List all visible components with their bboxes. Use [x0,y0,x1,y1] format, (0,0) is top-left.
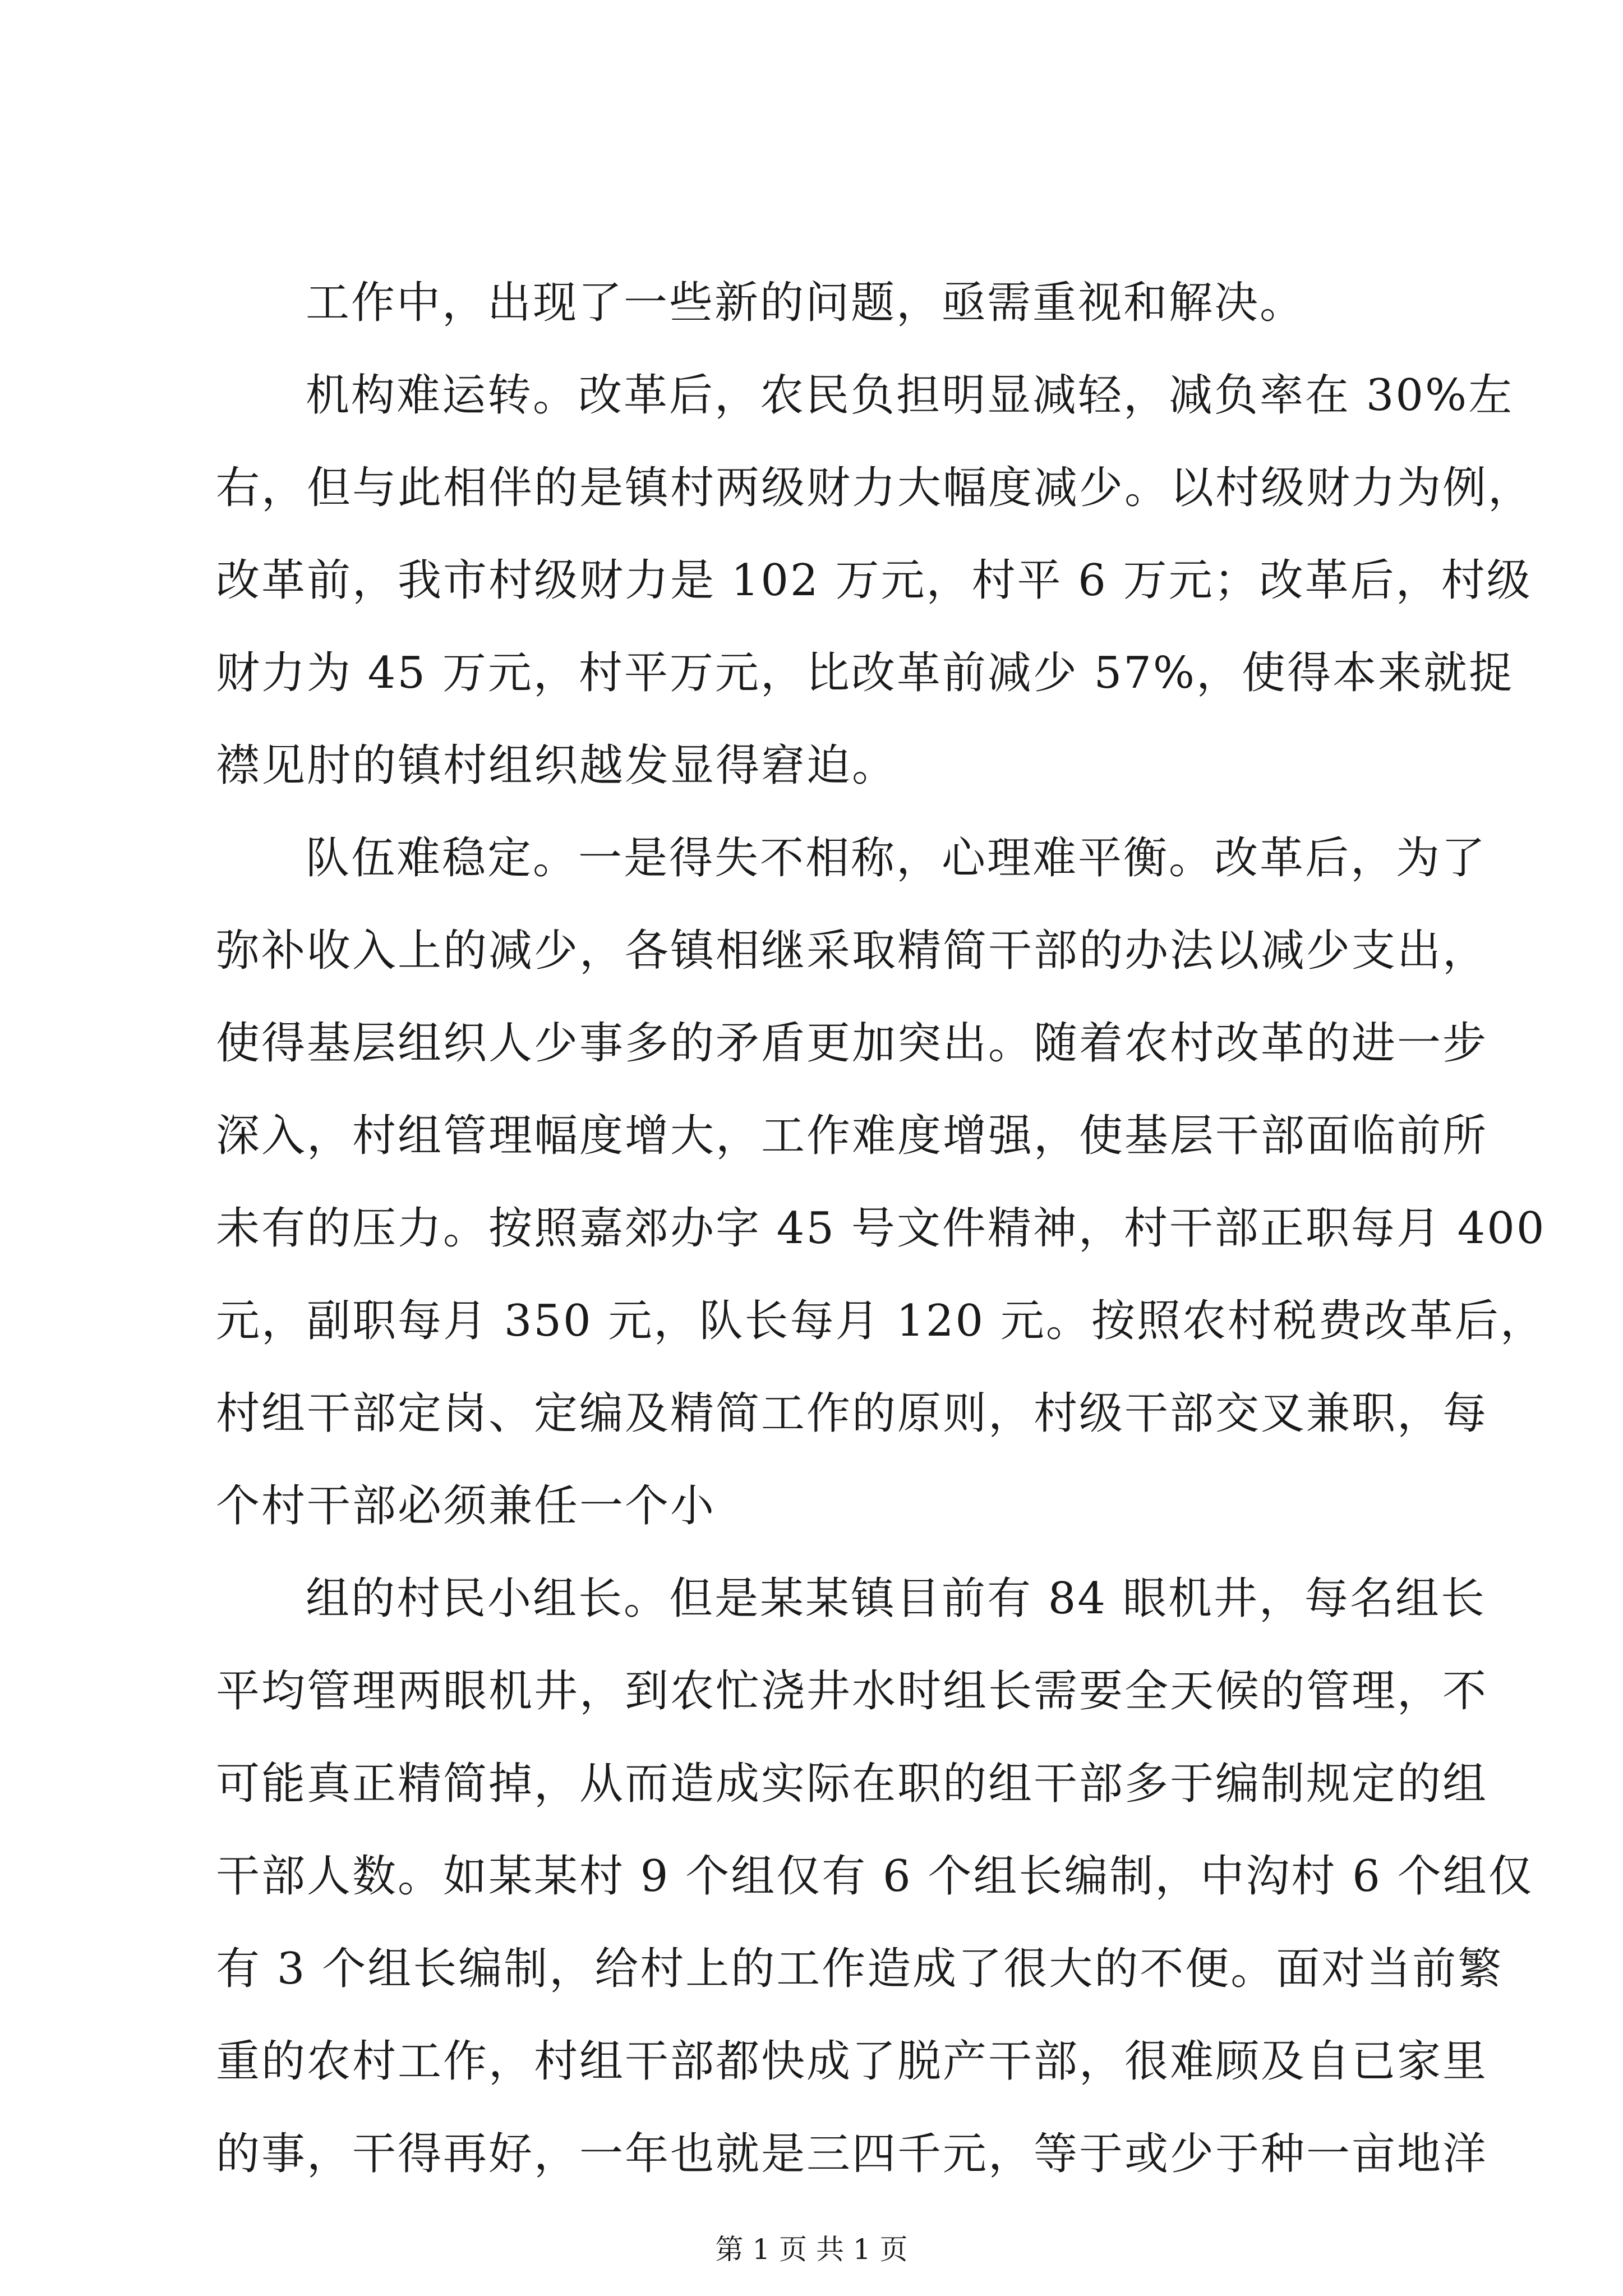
text-line: 干部人数。如某某村 9 个组仅有 6 个组长编制，中沟村 6 个组仅 [216,1851,1534,1902]
text-line: 重的农村工作，村组干部都快成了脱产干部，很难顾及自已家里 [216,2036,1488,2087]
text-line: 有 3 个组长编制，给村上的工作造成了很大的不便。面对当前繁 [216,1944,1504,1994]
text-line: 深入，村组管理幅度增大，工作难度增强，使基层干部面临前所 [216,1111,1488,1161]
text-line: 元，副职每月 350 元，队长每月 120 元。按照农村税费改革后， [216,1296,1546,1346]
text-line: 襟见肘的镇村组织越发显得窘迫。 [216,740,898,791]
text-line: 村组干部定岗、定编及精简工作的原则，村级干部交叉兼职，每 [216,1388,1488,1439]
text-line: 个村干部必须兼任一个小 [216,1481,716,1531]
text-line: 的事，干得再好，一年也就是三四千元，等于或少于种一亩地洋 [216,2129,1488,2179]
text-line: 使得基层组织人少事多的矛盾更加突出。随着农村改革的进一步 [216,1018,1488,1069]
text-line: 财力为 45 万元，村平万元，比改革前减少 57%，使得本来就捉 [216,648,1515,698]
text-line: 弥补收入上的减少，各镇相继采取精简干部的办法以减少支出， [216,926,1488,976]
text-line: 工作中，出现了一些新的问题，亟需重视和解决。 [306,278,1306,328]
text-line: 未有的压力。按照嘉郊办字 45 号文件精神，村干部正职每月 400 [216,1203,1546,1254]
text-line: 右，但与此相伴的是镇村两级财力大幅度减少。以村级财力为例， [216,463,1534,513]
text-line: 可能真正精简掉，从而造成实际在职的组干部多于编制规定的组 [216,1759,1488,1809]
text-line: 改革前，我市村级财力是 102 万元，村平 6 万元；改革后，村级 [216,555,1532,606]
text-line: 机构难运转。改革后，农民负担明显减轻，减负率在 30%左 [306,370,1514,421]
text-line: 平均管理两眼机井，到农忙浇井水时组长需要全天候的管理，不 [216,1666,1488,1717]
text-line: 组的村民小组长。但是某某镇目前有 84 眼机井，每名组长 [306,1573,1486,1624]
text-line: 队伍难稳定。一是得失不相称，心理难平衡。改革后，为了 [306,833,1487,884]
page-footer: 第 1 页 共 1 页 [715,2233,908,2266]
